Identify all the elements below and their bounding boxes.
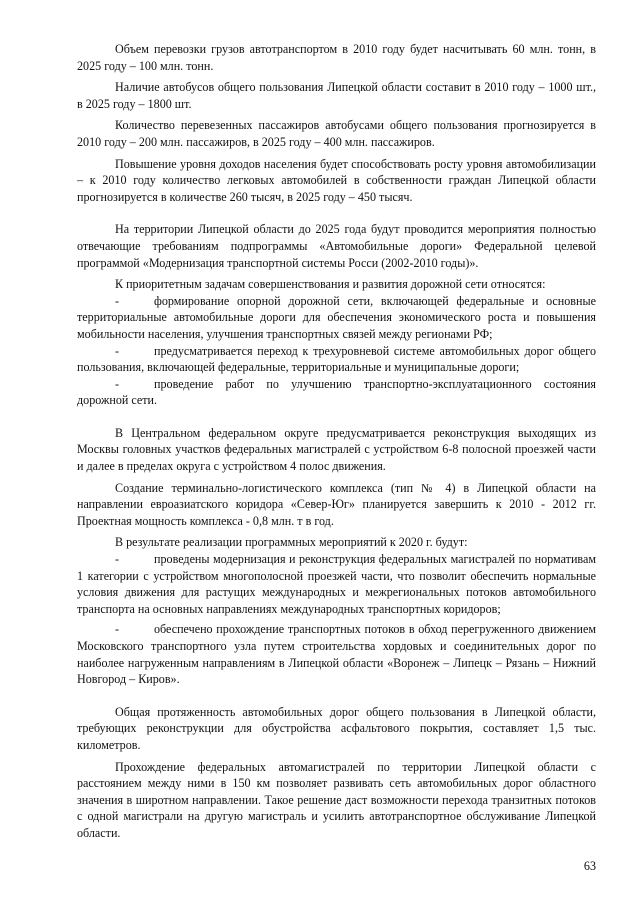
paragraph-passengers: Количество перевезенных пассажиров автобусами общего пользования прогнозируется в 2010 году – 200 млн. пассажиров, в 2025 году – 400 млн. пассажиров.	[77, 118, 596, 149]
paragraph-road-length: Общая протяженность автомобильных дорог общего пользования в Липецкой области, требующих реконструкции для обустройства асфальтового покрытия, составляет 1,5 тыс. километров.	[77, 704, 596, 752]
paragraph-program-results: В результате реализации программных мероприятий к 2020 г. будут:	[115, 535, 468, 550]
list-dash: -	[115, 343, 120, 358]
paragraph-logistics-complex: Создание терминально-логистического комплекса (тип № 4) в Липецкой области на направлении евроазиатского коридора «Север-Юг» планируется завершить к 2010 - 2012 гг. Проектная мощность комплекса - 0,8 млн. т в год.	[77, 480, 596, 528]
paragraph-freight-volume: Объем перевозки грузов автотранспортом в 2010 году будет насчитывать 60 млн. тонн, в 2025 году – 100 млн. тонн.	[77, 42, 596, 73]
list-item	[77, 293, 596, 343]
paragraph-central-district: В Центральном федеральном округе предусматривается реконструкция выходящих из Москвы головных участков федеральных магистралей с устройством 6-8 полосной проезжей части и далее в пределах округа с устройством 4 полос движения.	[77, 425, 596, 474]
list-item-text: обеспечено прохождение транспортных потоков в обход перегруженного движением Московского транспортного узла путем строительства хордовых и соединительных дорог по наиболее нагруженным направлениям в Липецкой области «Воронеж – Липецк – Рязань – Нижний Новгород – Киров».	[77, 622, 596, 687]
paragraph-bus-count: Наличие автобусов общего пользования Липецкой области составит в 2010 году – 1000 шт., в 2025 году – 1800 шт.	[77, 80, 596, 111]
list-item	[77, 621, 596, 687]
list-item-text: проведены модернизация и реконструкция федеральных магистралей по нормативам 1 категории с устройством многополосной проезжей части, что позволит обеспечить нормальные условия движения для растущих международных и межрегиональных потоков автомобильного транспорта на основных направлениях международных транспортных коридоров;	[77, 552, 596, 616]
list-item-text: формирование опорной дорожной сети, включающей федеральные и основные территориальные автомобильные дороги для обеспечения экономического роста и повышения мобильности населения, улучшения транспортных связей между регионами РФ;	[77, 293, 596, 341]
paragraph-federal-highways: Прохождение федеральных автомагистралей по территории Липецкой области с расстоянием между ними в 150 км позволяет развивать сеть автомобильных дорог областного значения в широтном направлении. Такое решение даст возможности перехода транзитных потоков с одной магистрали на другую магистраль и усилить автотранспортное обслуживание Липецкой области.	[77, 759, 596, 840]
list-dash: -	[115, 293, 120, 308]
list-dash: -	[115, 622, 120, 637]
list-item	[77, 343, 596, 376]
list-item-text: проведение работ по улучшению транспортно-эксплуатационного состояния дорожной сети.	[77, 376, 596, 408]
list-item	[77, 551, 596, 617]
list-dash: -	[115, 376, 120, 391]
paragraph-priority-tasks: К приоритетным задачам совершенствования и развития дорожной сети относятся:	[115, 277, 546, 292]
paragraph-motorization: Повышение уровня доходов населения будет способствовать росту уровня автомобилизации – к 2010 году количество легковых автомобилей в собственности граждан Липецкой области прогнозируется в количестве 260 тысяч, в 2025 году – 450 тысяч.	[77, 156, 596, 204]
list-dash: -	[115, 552, 120, 567]
paragraph-federal-program: На территории Липецкой области до 2025 года будут проводится мероприятия полностью отвечающие требованиям подпрограммы «Автомобильные дороги» Федеральной целевой программой «Модернизация транспортной системы Росси (2002-2010 годы)».	[77, 222, 596, 270]
page-number: 63	[583, 859, 596, 873]
list-item-text: предусматривается переход к трехуровневой системе автомобильных дорог общего пользования, включающей федеральные, территориальные и муниципальные дороги;	[77, 343, 596, 375]
list-item	[77, 376, 596, 409]
